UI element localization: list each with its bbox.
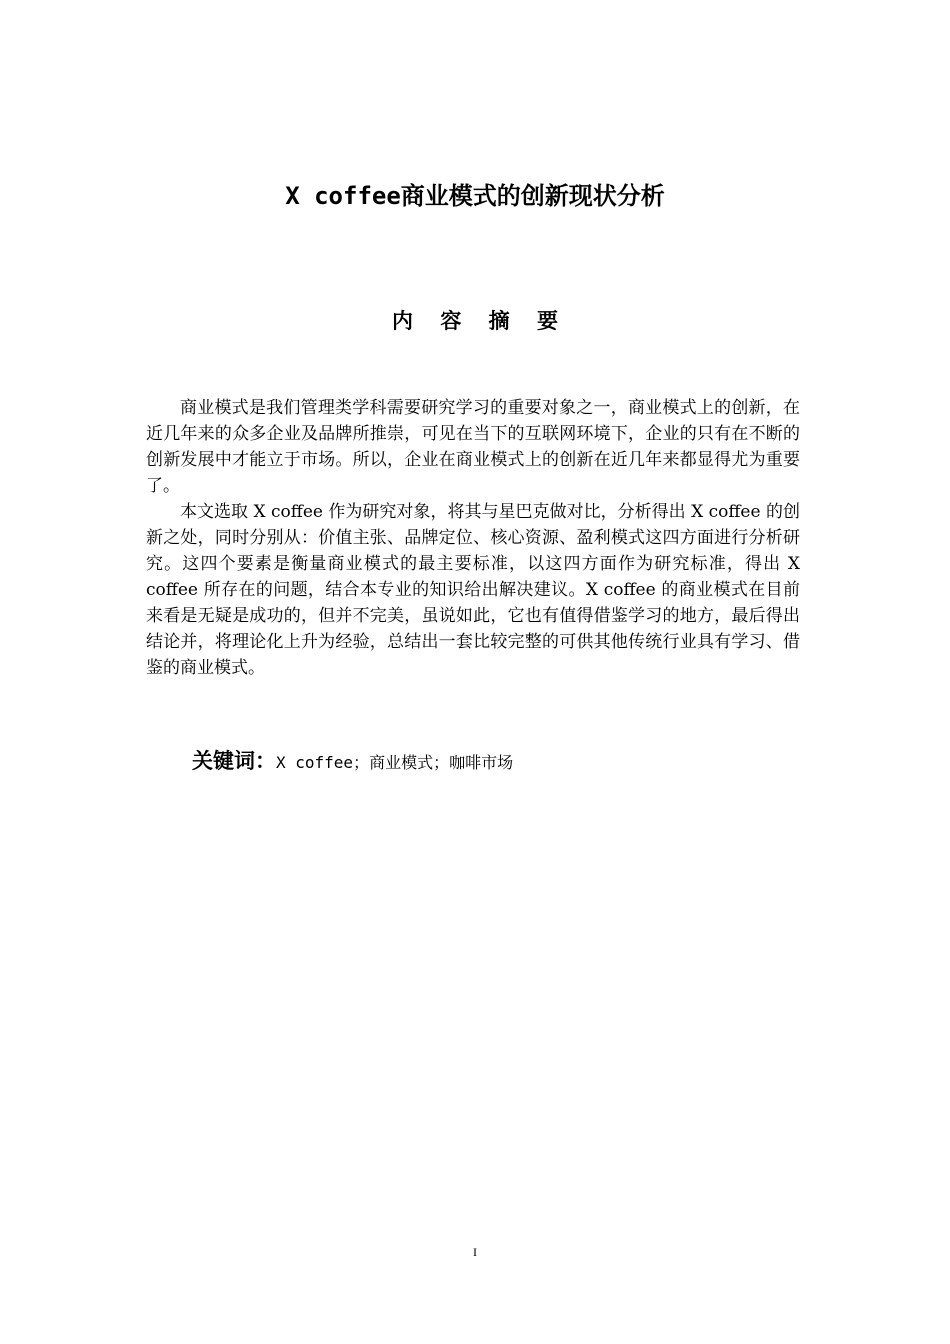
- document-title-cjk: 商业模式的创新现状分析: [400, 182, 665, 210]
- document-title: [0, 178, 950, 214]
- abstract-heading: 内 容 摘 要: [392, 309, 568, 333]
- abstract-body: [146, 395, 800, 681]
- abstract-paragraph: 本文选取 X coffee 作为研究对象，将其与星巴克做对比，分析得出 X coffee 的创新之处，同时分别从：价值主张、品牌定位、核心资源、盈利模式这四方面进行分析研究。这四个要素是衡量商业模式的最主要标准，以这四方面作为研究标准，得出 X coffee 所存在的问题，结合本专业的知识给出解决建议。X coffee 的商业模式在目前来看是无疑是成功的，但并不完美，虽说如此，它也有值得借鉴学习的地方，最后得出结论并，将理论化上升为经验，总结出一套比较完整的可供其他传统行业具有学习、借鉴的商业模式。: [146, 502, 800, 678]
- document-title-latin: X coffee: [285, 182, 401, 210]
- page-number: I: [473, 1245, 477, 1259]
- keywords-value: X coffee；商业模式；咖啡市场: [276, 753, 514, 772]
- abstract-paragraph: 商业模式是我们管理类学科需要研究学习的重要对象之一，商业模式上的创新，在近几年来的众多企业及品牌所推崇，可见在当下的互联网环境下，企业的只有在不断的创新发展中才能立于市场。所以，企业在商业模式上的创新在近几年来都显得尤为重要了。: [146, 398, 800, 496]
- keywords-line: [192, 744, 513, 781]
- keywords-label: 关键词：: [192, 749, 276, 773]
